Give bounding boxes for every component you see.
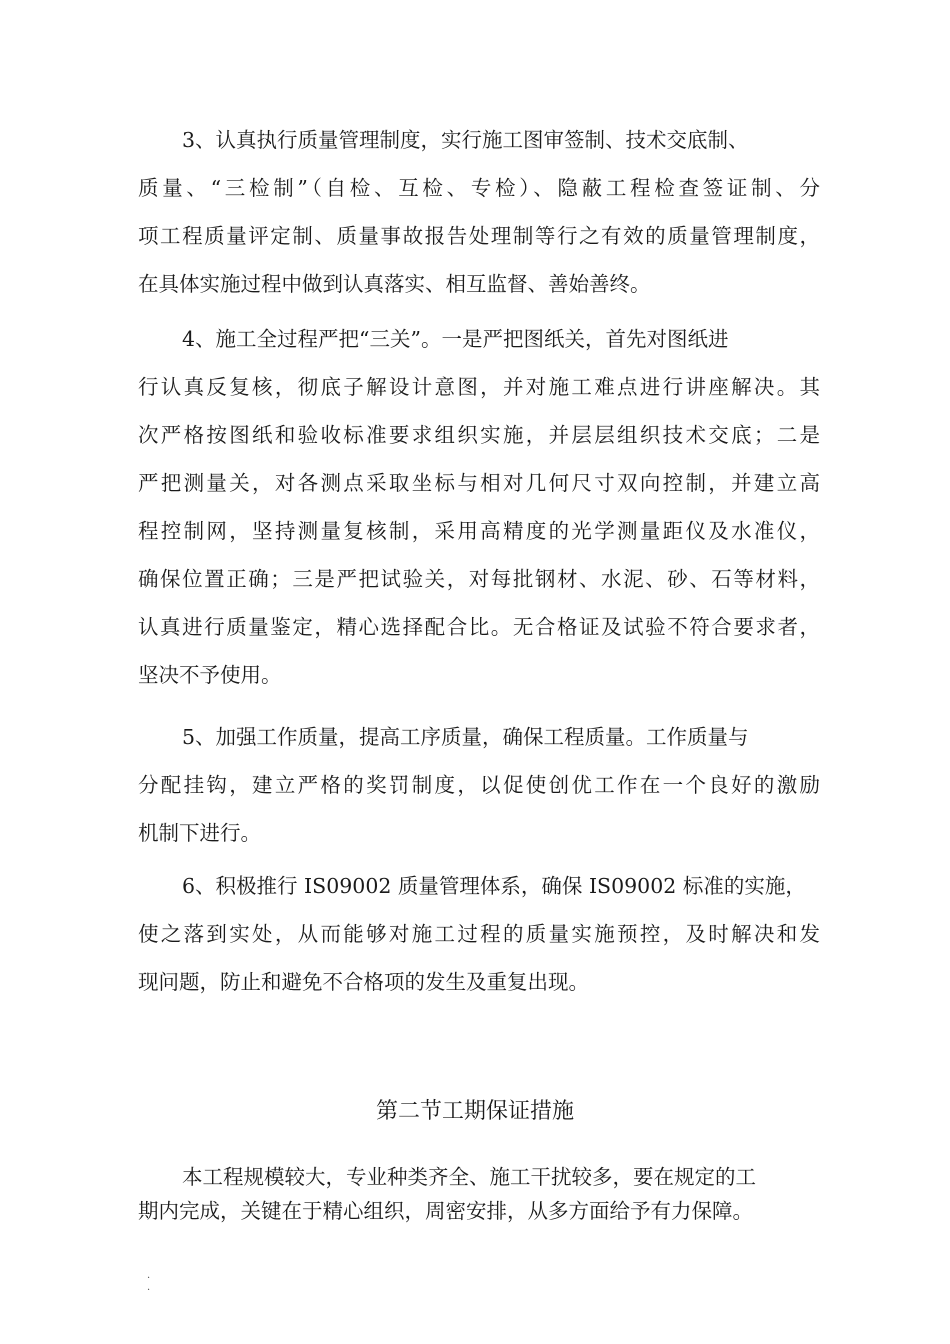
intro-line: 本工程规模较大，专业种类齐全、施工干扰较多，要在规定的工 xyxy=(182,1165,756,1189)
paragraph-line: 认真进行质量鉴定，精心选择配合比。无合格证及试验不符合要求者， xyxy=(138,615,820,639)
paragraph-item-4 xyxy=(138,315,820,699)
paragraph-line: 6、积极推行 IS09002 质量管理体系，确保 IS09002 标准的实施， xyxy=(182,874,806,898)
paragraph-line: 5、加强工作质量，提高工序质量，确保工程质量。工作质量与 xyxy=(182,725,749,749)
section-intro xyxy=(138,1160,820,1228)
paragraph-line: 次严格按图纸和验收标准要求组织实施，并层层组织技术交底；二是 xyxy=(138,423,820,447)
paragraph-line: 质量、“三检制”（自检、互检、专检）、隐蔽工程检查签证制、分 xyxy=(138,176,820,200)
paragraph-line: 项工程质量评定制、质量事故报告处理制等行之有效的质量管理制度， xyxy=(138,224,820,248)
paragraph-line: 坚决不予使用。 xyxy=(138,663,282,687)
paragraph-line: 机制下进行。 xyxy=(138,821,261,845)
paragraph-line: 分配挂钩，建立严格的奖罚制度，以促使创优工作在一个良好的激励 xyxy=(138,773,820,797)
paragraph-line: 现问题，防止和避免不合格项的发生及重复出现。 xyxy=(138,970,589,994)
paragraph-item-5 xyxy=(138,713,820,857)
section-heading: 第二节工期保证措施 xyxy=(375,1099,574,1124)
paragraph-line: 严把测量关，对各测点采取坐标与相对几何尺寸双向控制，并建立高 xyxy=(138,471,820,495)
paragraph-line: 在具体实施过程中做到认真落实、相互监督、善始善终。 xyxy=(138,272,651,296)
paragraph-line: 使之落到实处，从而能够对施工过程的质量实施预控，及时解决和发 xyxy=(138,922,820,946)
paragraph-line: 程控制网，坚持测量复核制，采用高精度的光学测量距仪及水准仪， xyxy=(138,519,820,543)
paragraph-line: 行认真反复核，彻底子解设计意图，并对施工难点进行讲座解决。其 xyxy=(138,375,820,399)
paragraph-item-6 xyxy=(138,862,820,1006)
paragraph-line: 4、施工全过程严把“三关”。一是严把图纸关，首先对图纸进 xyxy=(182,327,729,351)
intro-line: 期内完成，关键在于精心组织，周密安排，从多方面给予有力保障。 xyxy=(138,1199,753,1223)
paragraph-line: 确保位置正确；三是严把试验关，对每批钢材、水泥、砂、石等材料， xyxy=(138,567,820,591)
paragraph-item-3 xyxy=(138,116,820,308)
paragraph-line: 3、认真执行质量管理制度，实行施工图审签制、技术交底制、 xyxy=(182,128,749,152)
footer-mark: · · xyxy=(147,1273,151,1296)
